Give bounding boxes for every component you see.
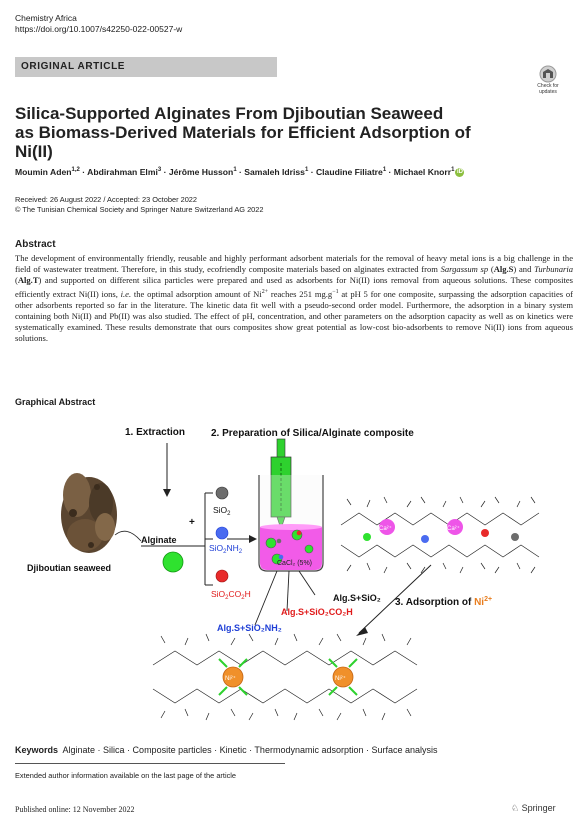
orcid-icon[interactable]: iD <box>456 169 463 176</box>
author[interactable]: Samaleh Idriss$^1$ <box>244 166 309 177</box>
article-title <box>15 104 495 161</box>
doi-link[interactable]: https://doi.org/10.1007/s42250-022-00527-w <box>15 24 183 34</box>
product-sio2: Alg.S+SiO₂ <box>333 593 381 603</box>
cacl2-label: CaCl₂ (5%) <box>277 560 312 567</box>
author[interactable]: Moumin Aden$^{1,2}$ <box>15 166 80 177</box>
published-date: Published online: 12 November 2022 <box>15 805 135 814</box>
seaweed-label: Djiboutian seaweed <box>27 563 112 573</box>
check-updates-icon <box>531 64 565 84</box>
author-info-footnote: Extended author information available on the last page of the article <box>15 771 237 780</box>
author[interactable]: Abdirahman Elmi$^3$ <box>87 166 162 177</box>
abstract-body: The development of environmentally friendly, reusable and highly performant adsorbent materials for the removal of heavy metal ions is a big challenge in the field of wastewater treatment. Therefore, in this study, ecofriendly composite materials based on alginates extracted from Sargassum sp (Alg.S) and Turbunaria (Alg.T) and supported on different silica particles were prepared and used as adsorbents for Ni(II) ions removal from aqueous solutions. These composites efficiently extract Ni(II) ions, i.e. the optimal adsorption amount of $Ni^{2+}$ reaches 251 $mg.g^{-1}$ at pH 5 for one composite, surpassing the adsorption capacities of other adsorbents reported so far in the literature. The kinetic data fit well with a pseudo-second order model. Furthermore, the adsorption in a binary system containing both Ni(II) and Pb(II) was also studied. The effect of pH, concentration, and other parameters on the adsorption capacity as well as on kinetics were systematically examined. These results demonstrate that ours composites show great potential as low-cost bio-adsorbents to remove Ni(II) ions from aqueous solutions. <box>15 253 574 344</box>
publisher-logo[interactable] <box>511 803 556 814</box>
calcium-ion-label: Ca²⁺ <box>447 526 460 532</box>
check-for-updates-badge[interactable] <box>531 64 565 100</box>
alginate-bead <box>163 552 183 572</box>
badge-line1: Check for <box>537 83 559 89</box>
beaker <box>259 439 323 571</box>
keywords-text: Alginate · Silica · Composite particles · Kinetic · Thermodynamic adsorption · Surface analysis <box>62 745 438 755</box>
journal-header <box>15 13 182 35</box>
copyright: © The Tunisian Chemical Society and Springer Nature Switzerland AG 2022 <box>15 205 264 214</box>
seaweed-image <box>61 473 117 553</box>
keywords-line <box>15 744 575 756</box>
graphical-abstract-heading: Graphical Abstract <box>15 397 96 407</box>
springer-horse-icon: ♘ <box>511 803 520 813</box>
badge-line2: updates <box>539 89 557 95</box>
abstract-heading: Abstract <box>15 239 56 250</box>
author[interactable]: Claudine Filiatre$^1$ <box>315 166 387 177</box>
author[interactable]: Jérôme Husson$^1$ <box>168 166 237 177</box>
sio2-label: SiO$_2$ <box>213 505 231 517</box>
nickel-ion-label: Ni²⁺ <box>335 676 346 682</box>
journal-name: Chemistry Africa <box>15 13 77 23</box>
calcium-ion-label: Ca²⁺ <box>379 526 392 532</box>
article-type-banner: ORIGINAL ARTICLE <box>15 57 277 77</box>
graphical-abstract-figure <box>15 415 573 735</box>
title-line-1: Silica-Supported Alginates From Djiboutian Seaweed <box>15 104 444 123</box>
amine-silica-particle <box>216 527 228 539</box>
author-list: Moumin Aden$^{1,2}$ · Abdirahman Elmi$^3$ · Jérôme Husson$^1$ · Samaleh Idriss$^1$ · Claudine Filiatre$^1$ · Michael Knorr$^1$ iD <box>15 166 463 177</box>
article-dates <box>15 195 264 215</box>
received-accepted: Received: 26 August 2022 / Accepted: 23 October 2022 <box>15 195 198 204</box>
silica-particle <box>216 487 228 499</box>
product-sio2co2h: Alg.S+SiO₂CO₂H <box>281 607 353 617</box>
calcium-alginate-structure <box>341 497 539 573</box>
alginate-label: Alginate <box>141 535 177 545</box>
step-adsorption-label: 3. Adsorption of $Ni^{2+}$ <box>395 596 493 608</box>
sio2co2h-label: $SiO_2CO_2H$ <box>211 589 251 601</box>
nickel-alginate-structure <box>153 634 417 720</box>
author[interactable]: Michael Knorr$^1$ <box>393 166 455 177</box>
sio2nh2-label: $SiO_2NH_2$ <box>209 543 243 555</box>
keywords-label: Keywords <box>15 745 59 755</box>
step-extraction-label: 1. Extraction <box>125 427 186 438</box>
footnote-divider <box>15 763 285 764</box>
step-preparation-label: 2. Preparation of Silica/Alginate composite <box>211 428 414 439</box>
carboxy-silica-particle <box>216 570 228 582</box>
publisher-name: Springer <box>521 803 556 813</box>
nickel-ion-label: Ni²⁺ <box>225 676 236 682</box>
product-sio2nh2: Alg.S+SiO₂NH₂ <box>217 623 282 633</box>
plus-sign: + <box>189 517 195 528</box>
title-line-2: as Biomass-Derived Materials for Efficient Adsorption of Ni(II) <box>15 123 471 161</box>
